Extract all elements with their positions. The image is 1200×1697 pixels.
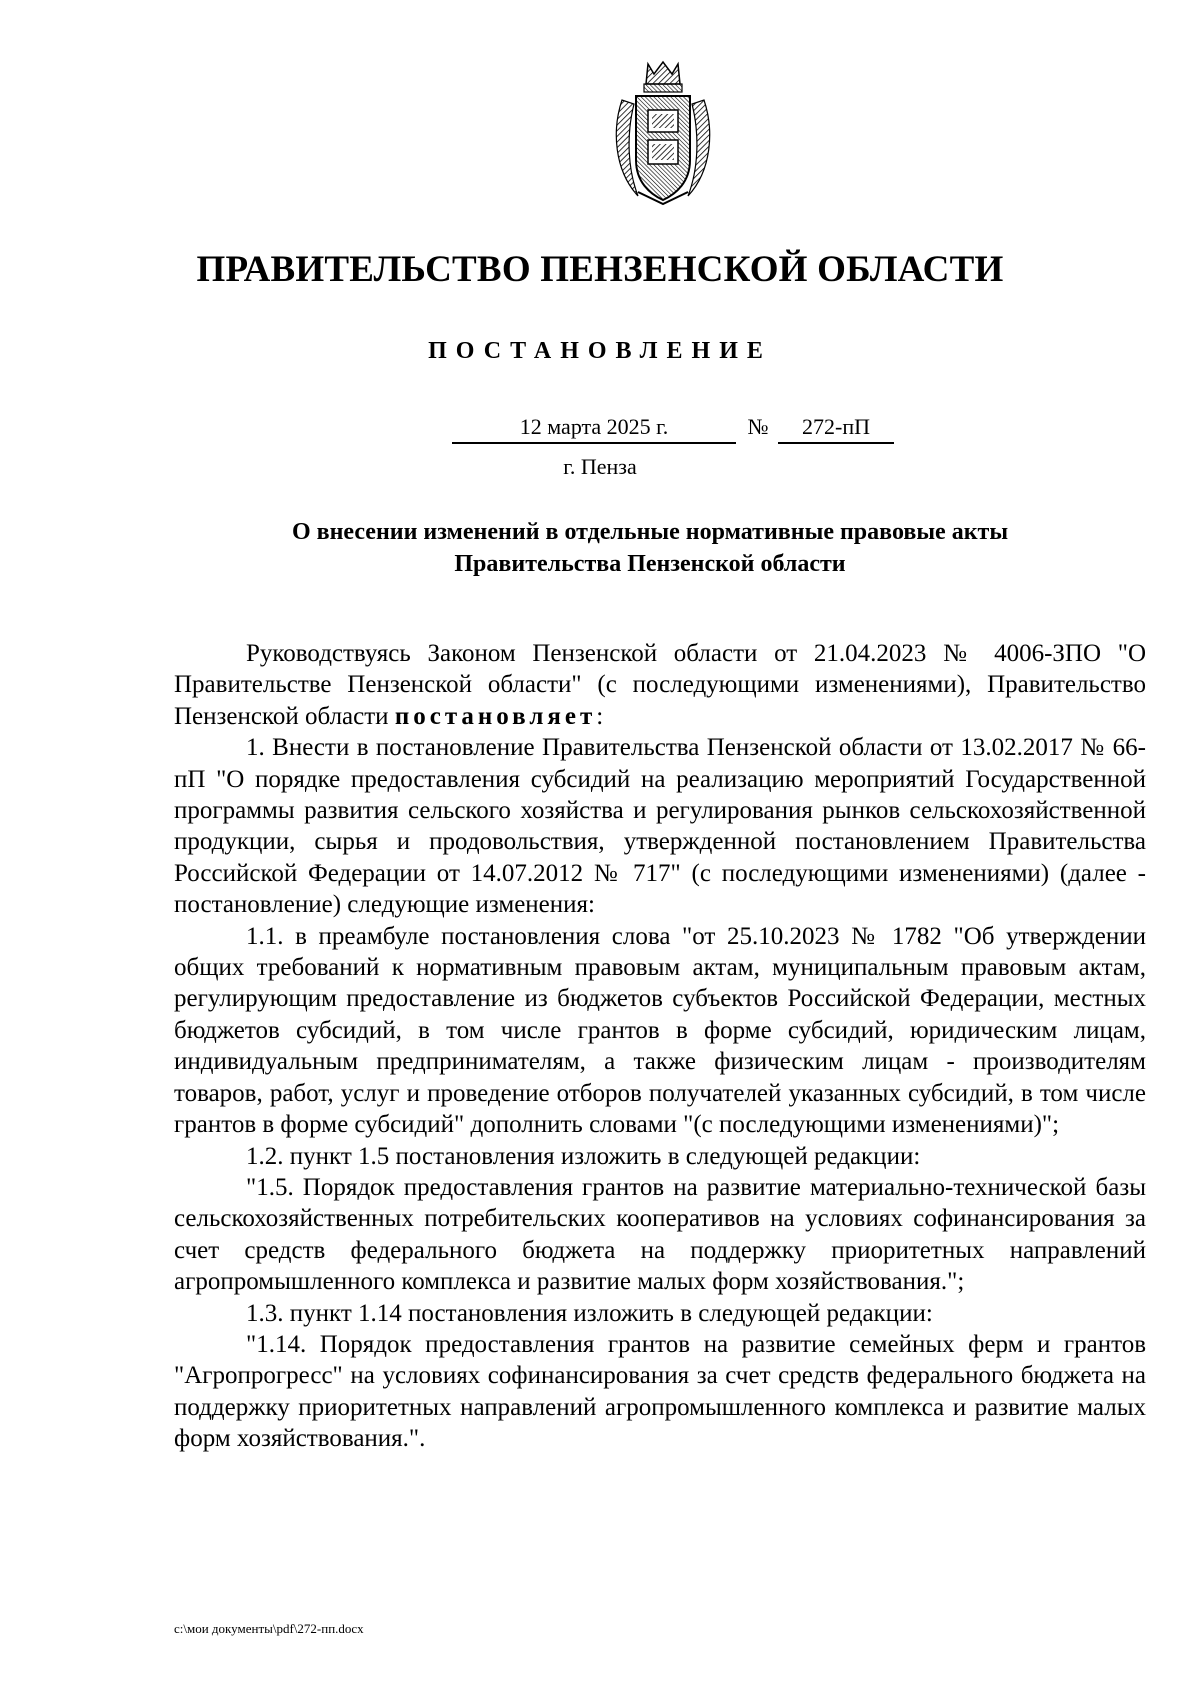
decree-word: постановляет <box>394 702 597 730</box>
document-number: 272-пП <box>778 412 894 444</box>
penza-coat-of-arms-icon <box>608 60 718 206</box>
paragraph-1-3: 1.3. пункт 1.14 постановления изложить в следующей редакции: <box>246 1299 933 1327</box>
subject-line-1: О внесении изменений в отдельные нормативные правовые акты <box>291 519 1009 545</box>
document-subject <box>180 516 1120 580</box>
doc-type-title: ПОСТАНОВЛЕНИЕ <box>428 338 772 364</box>
document-city: г. Пенза <box>563 454 637 479</box>
intro-colon: : <box>596 702 604 730</box>
document-body <box>174 638 1146 1455</box>
paragraph-1-2-quote: "1.5. Порядок предоставления грантов на развитие материально-технической базы сельскохозяйственных потребительских кооперативов на условиях софинансирования за счет средств федерального бюджета на поддержку приоритетных направлений агропромышленного комплекса и развитие малых форм хозяйствования."; <box>174 1173 1146 1296</box>
footer-file-path: c:\мои документы\pdf\272-пп.docx <box>174 1621 364 1636</box>
intro-paragraph <box>174 638 1146 732</box>
paragraph-1-2: 1.2. пункт 1.5 постановления изложить в следующей редакции: <box>246 1142 921 1170</box>
paragraph-1: 1. Внести в постановление Правительства Пензенской области от 13.02.2017 № 66-пП "О порядке предоставления субсидий на реализацию мероприятий Государственной программы развития сельского хозяйства и регулирования рынков сельскохозяйственной продукции, сырья и продовольствия, утвержденной постановлением Правительства Российской Федерации от 14.07.2012 № 717" (с последующими изменениями) (далее - постановление) следующие изменения: <box>174 734 1146 919</box>
org-title: ПРАВИТЕЛЬСТВО ПЕНЗЕНСКОЙ ОБЛАСТИ <box>196 249 1004 290</box>
paragraph-1-3-quote: "1.14. Порядок предоставления грантов на развитие семейных ферм и грантов "Агропрогресс" на условиях софинансирования за счет средств федерального бюджета на поддержку приоритетных направлений агропромышленного комплекса и развитие малых форм хозяйствования.". <box>174 1330 1146 1453</box>
paragraph-1-1: 1.1. в преамбуле постановления слова "от 25.10.2023 № 1782 "Об утверждении общих требований к нормативным правовым актам, муниципальным правовым актам, регулирующим предоставление из бюджетов субъектов Российской Федерации, местных бюджетов субсидий, в том числе грантов в форме субсидий, юридическим лицам, индивидуальным предпринимателям, а также физическим лицам - производителям товаров, работ, услуг и проведение отборов получателей указанных субсидий, в том числе грантов в форме субсидий" дополнить словами "(с последующими изменениями)"; <box>174 922 1146 1139</box>
subject-line-2: Правительства Пензенской области <box>454 551 846 577</box>
number-sign: № <box>747 414 769 439</box>
date-number-line <box>0 412 1200 444</box>
document-date: 12 марта 2025 г. <box>452 412 736 444</box>
intro-text: Руководствуясь Законом Пензенской области от 21.04.2023 № 4006-ЗПО "О Правительстве Пензенской области" (с последующими изменениями), Правительство Пензенской области <box>174 640 1146 730</box>
